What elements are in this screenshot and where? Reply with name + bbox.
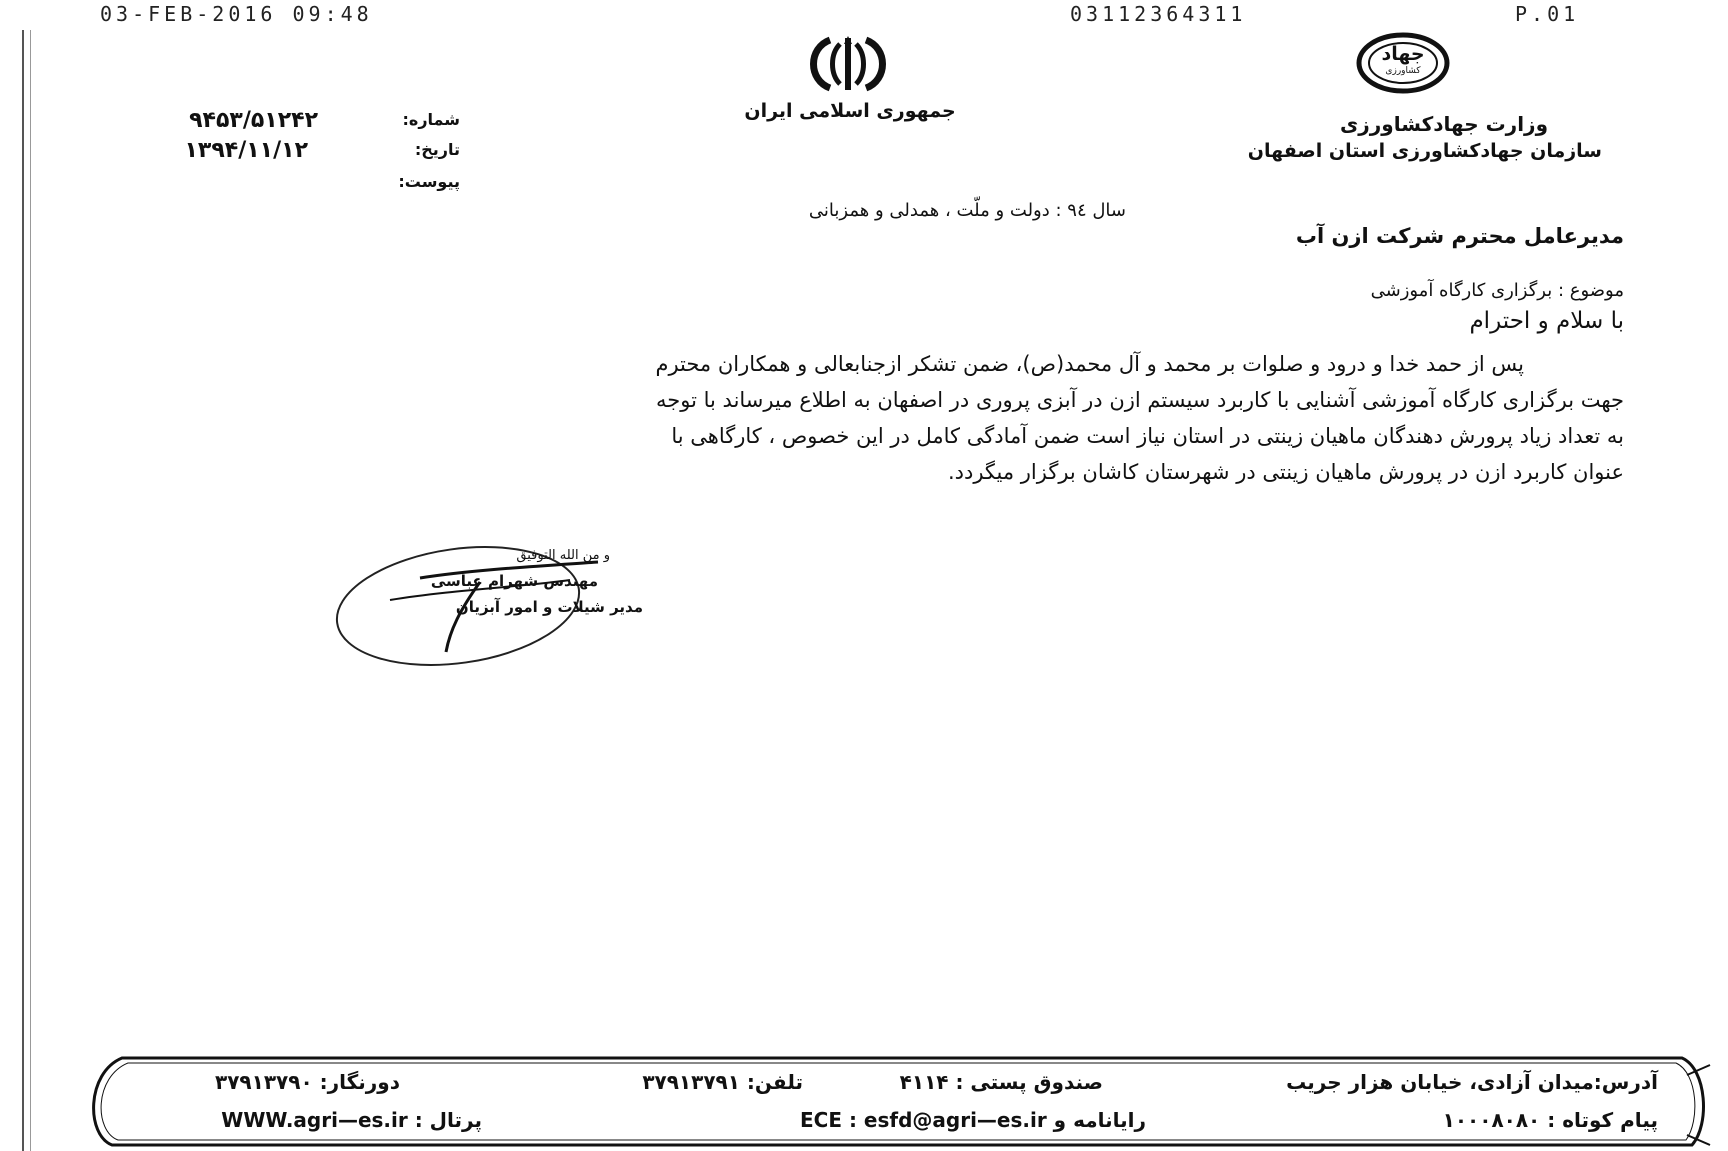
logo-text: جهاد	[1381, 43, 1425, 65]
left-margin-line-secondary	[30, 30, 31, 1151]
country-label: جمهوری اسلامی ایران	[744, 100, 956, 122]
letter-number: ۹۴۵۳/۵۱۲۴۲	[189, 108, 318, 133]
footer-address: آدرس:میدان آزادی، خیابان هزار جریب	[1286, 1070, 1658, 1094]
organization-name: سازمان جهادکشاورزی استان اصفهان	[1247, 140, 1602, 162]
date-label: تاریخ:	[414, 140, 460, 159]
fax-phone: 03112364311	[1070, 2, 1247, 26]
footer-sms: پیام کوتاه : ۱۰۰۰۸۰۸۰	[1442, 1108, 1658, 1132]
number-label: شماره:	[402, 110, 460, 129]
footer-email: رایانامه و ECE : esfd@agri—es.ir	[799, 1108, 1146, 1132]
ministry-name: وزارت جهادکشاورزی	[1339, 112, 1548, 136]
footer-phone: تلفن: ۳۷۹۱۳۷۹۱	[642, 1070, 803, 1094]
logo-text-small: کشاورزی	[1385, 66, 1421, 76]
recipient: مدیرعامل محترم شرکت ازن آب	[1295, 224, 1624, 248]
letter-body	[164, 346, 1624, 490]
fax-page: P.01	[1515, 2, 1580, 26]
signer-name: مهندس شهرام عباسی	[430, 572, 598, 590]
fax-datetime: 03-FEB-2016 09:48	[100, 2, 373, 26]
body-line-2: جهت برگزاری کارگاه آموزشی آشنایی با کاربرد سیستم ازن در آبزی پروری در اصفهان به اطلاع میرساند با توجه	[656, 388, 1624, 412]
letter-date: ۱۳۹۴/۱۱/۱۲	[184, 138, 308, 163]
footer-po-box: صندوق پستی : ۴۱۱۴	[899, 1070, 1103, 1094]
left-margin-line	[22, 30, 24, 1151]
body-line-1: پس از حمد خدا و درود و صلوات بر محمد و آل محمد(ص)، ضمن تشکر ازجنابعالی و همکاران محترم	[655, 352, 1524, 376]
signature-closing: و من الله التوفیق	[516, 548, 610, 563]
greeting: با سلام و احترام	[1469, 308, 1624, 334]
subject: موضوع : برگزاری کارگاه آموزشی	[1370, 280, 1624, 301]
footer-portal: پرتال : WWW.agri—es.ir	[221, 1108, 482, 1132]
attachment-label: پیوست:	[398, 172, 460, 191]
footer-fax: دورنگار: ۳۷۹۱۳۷۹۰	[215, 1070, 400, 1094]
body-line-3: به تعداد زیاد پرورش دهندگان ماهیان زینتی در استان نیاز است ضمن آمادگی کامل در این خصوص ، کارگاهی با	[671, 424, 1624, 448]
year-motto: سال ۹٤ : دولت و ملّت ، همدلی و همزبانی	[808, 200, 1126, 221]
signer-title: مدیر شیلات و امور آبزیان	[455, 598, 643, 616]
body-line-4: عنوان کاربرد ازن در پرورش ماهیان زینتی در شهرستان کاشان برگزار میگردد.	[947, 460, 1624, 484]
iran-emblem-icon	[800, 34, 896, 94]
footer-frame	[82, 1055, 1712, 1147]
